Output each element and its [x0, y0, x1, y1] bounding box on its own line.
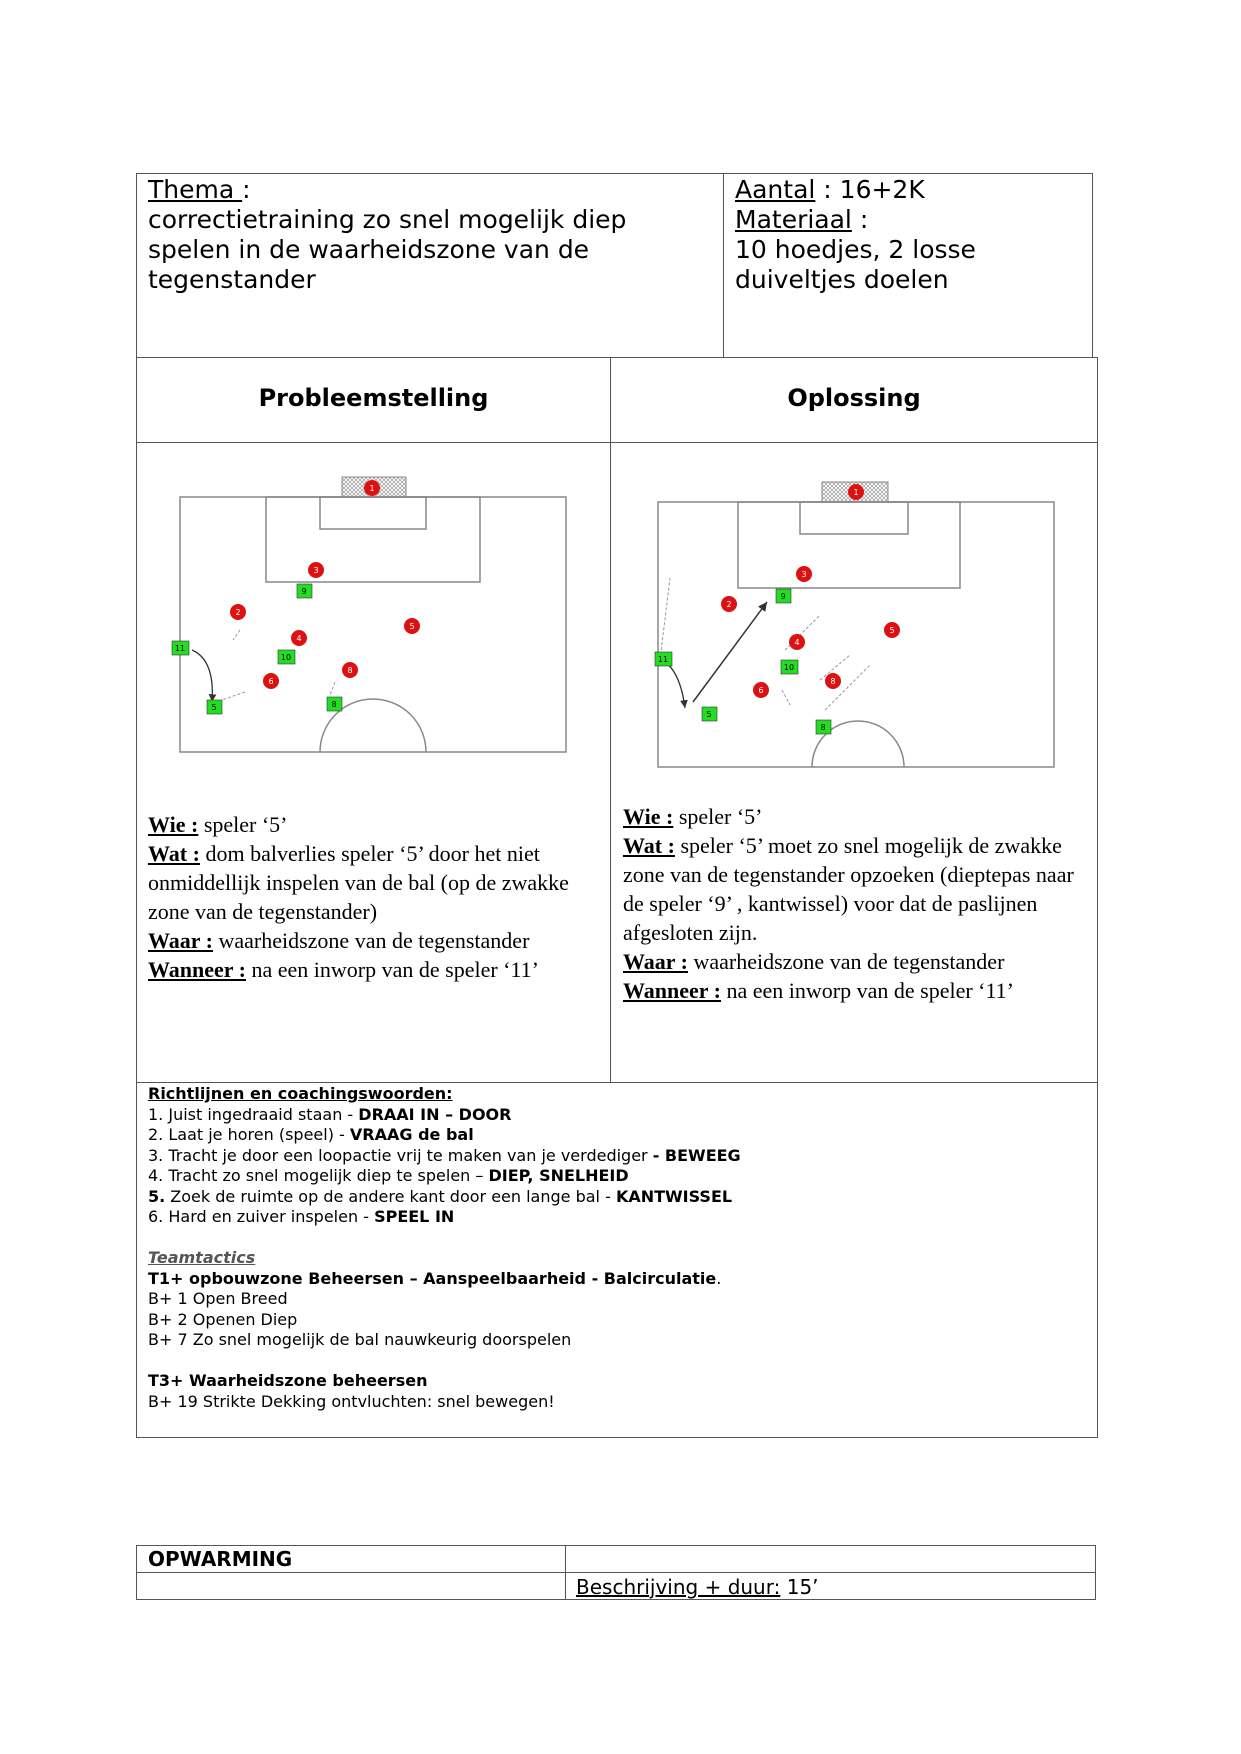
solution-wat-label: Wat :: [623, 833, 675, 858]
warmup-empty-cell: [565, 1545, 1096, 1573]
red-player-8: [825, 673, 841, 689]
svg-text:4: 4: [296, 634, 302, 643]
green-player-11: [172, 641, 189, 655]
t3-item: B+ 19 Strikte Dekking ontvluchten: snel bewegen!: [148, 1391, 555, 1411]
red-player-6: [753, 682, 769, 698]
green-player-9: [776, 589, 791, 603]
green-player-8: [816, 720, 831, 734]
red-player-4: [789, 634, 805, 650]
svg-text:2: 2: [726, 600, 732, 609]
solution-wie-label: Wie :: [623, 804, 674, 829]
problem-wat-label: Wat :: [148, 841, 200, 866]
svg-text:10: 10: [280, 653, 292, 662]
red-player-2: [230, 604, 246, 620]
svg-text:8: 8: [347, 666, 353, 675]
svg-text:3: 3: [801, 570, 807, 579]
t3-heading: T3+ Waarheidszone beheersen: [148, 1371, 428, 1390]
goal-box: [320, 497, 426, 529]
solution-wie-text: speler ‘5’: [673, 804, 763, 829]
problem-waar-text: waarheidszone van de tegenstander: [212, 928, 530, 953]
problem-description: [148, 810, 608, 984]
svg-text:1: 1: [853, 488, 859, 497]
svg-text:10: 10: [783, 663, 795, 672]
thema-text: correctietraining zo snel mogelijk diep spelen in de waarheidszone van de tegenstander: [148, 205, 627, 294]
materiaal-label: Materiaal: [735, 205, 852, 234]
solution-waar-text: waarheidszone van de tegenstander: [687, 949, 1005, 974]
penalty-box: [266, 497, 480, 582]
problem-pitch-svg: [170, 470, 590, 760]
problem-waar-label: Waar :: [148, 928, 213, 953]
svg-text:5: 5: [889, 626, 895, 635]
solution-waar-label: Waar :: [623, 949, 688, 974]
guideline-item: 5. Zoek de ruimte op de andere kant door een lange bal - KANTWISSEL: [148, 1186, 733, 1206]
guidelines-heading: Richtlijnen en coachingswoorden:: [148, 1084, 453, 1103]
solution-title: Oplossing: [787, 384, 921, 412]
warmup-label: OPWARMING: [148, 1547, 293, 1571]
svg-text:4: 4: [794, 638, 800, 647]
aantal-label: Aantal: [735, 175, 816, 204]
guideline-item: 4. Tracht zo snel mogelijk diep te spelen – DIEP, SNELHEID: [148, 1166, 629, 1185]
green-player-10: [781, 660, 798, 674]
aantal-block: [735, 175, 1075, 295]
svg-text:8: 8: [830, 677, 836, 686]
problem-wanneer-text: na een inworp van de speler ‘11’: [245, 957, 539, 982]
svg-text:6: 6: [758, 686, 764, 695]
red-player-5: [884, 622, 900, 638]
t1-item: B+ 1 Open Breed: [148, 1289, 288, 1308]
solution-pitch-svg: [640, 470, 1070, 775]
problem-wie-label: Wie :: [148, 812, 199, 837]
warmup-left-cell: [136, 1572, 566, 1600]
svg-text:2: 2: [235, 608, 241, 617]
red-player-3: [796, 566, 812, 582]
t1-item: B+ 2 Openen Diep: [148, 1309, 298, 1329]
problem-title: Probleemstelling: [258, 384, 489, 412]
aantal-value: : 16+2K: [815, 175, 925, 204]
svg-text:11: 11: [174, 644, 186, 653]
svg-text:9: 9: [301, 587, 307, 596]
thema-sep: :: [242, 175, 251, 204]
guideline-item: 1. Juist ingedraaid staan - DRAAI IN – DOOR: [148, 1104, 512, 1124]
svg-text:8: 8: [820, 723, 826, 732]
t1-item: B+ 7 Zo snel mogelijk de bal nauwkeurig doorspelen: [148, 1330, 572, 1349]
svg-text:8: 8: [331, 700, 337, 709]
materiaal-text: 10 hoedjes, 2 losse duiveltjes doelen: [735, 235, 976, 294]
svg-text:9: 9: [780, 592, 786, 601]
green-player-10: [278, 650, 295, 664]
problem-wat-text: dom balverlies speler ‘5’ door het niet onmiddellijk inspelen van de bal (op de zwakke zone van de tegenstander): [148, 841, 569, 924]
warmup-desc-label: Beschrijving + duur:: [576, 1575, 781, 1599]
guidelines-content: Richtlijnen en coachingswoorden: 1. Juist ingedraaid staan - DRAAI IN – DOOR 2. Laat je horen (speel) - VRAAG de bal 3. Tracht je door een loopactie vrij te maken van je verdediger - BEWEEG 4. Tracht zo snel mogelijk diep te spelen – DIEP, SNELHEID 5. Zoek de ruimte op de andere kant door een lange bal - KANTWISSEL 6. Hard en zuiver inspelen - SPEEL IN Teamtactics T1+ opbouwzone Beheersen – Aanspeelbaarheid - Balcirculatie. B+ 1 Open Breed B+ 2 Openen Diep B+ 7 Zo snel mogelijk de bal nauwkeurig doorspelen T3+ Waarheidszone beheersen B+ 19 Strikte Dekking ontvluchten: snel bewegen!: [148, 1084, 1088, 1412]
red-player-2: [721, 596, 737, 612]
red-player-5: [404, 618, 420, 634]
green-player-5: [702, 707, 717, 721]
warmup-description: [576, 1575, 819, 1599]
guideline-item: 3. Tracht je door een loopactie vrij te maken van je verdediger - BEWEEG: [148, 1145, 741, 1165]
thema-label: Thema: [148, 175, 243, 204]
problem-wie-text: speler ‘5’: [198, 812, 288, 837]
solution-wanneer-label: Wanneer :: [623, 978, 721, 1003]
t1-heading: T1+ opbouwzone Beheersen – Aanspeelbaarheid - Balcirculatie: [148, 1268, 717, 1288]
svg-text:11: 11: [657, 655, 669, 664]
svg-text:6: 6: [268, 677, 274, 686]
problem-pitch-diagram: [170, 470, 590, 760]
red-player-6: [263, 673, 279, 689]
solution-wat-text: speler ‘5’ moet zo snel mogelijk de zwakke zone van de tegenstander opzoeken (dieptepas naar de speler ‘9’ , kantwissel) voor dat de paslijnen afgesloten zijn.: [623, 833, 1074, 945]
svg-text:1: 1: [369, 484, 375, 493]
problem-wanneer-label: Wanneer :: [148, 957, 246, 982]
green-player-5: [207, 700, 222, 714]
red-player-4: [291, 630, 307, 646]
guideline-item: 2. Laat je horen (speel) - VRAAG de bal: [148, 1125, 474, 1144]
red-player-1: [364, 480, 380, 496]
svg-text:3: 3: [313, 566, 319, 575]
green-player-8: [327, 697, 342, 711]
guideline-item: 6. Hard en zuiver inspelen - SPEEL IN: [148, 1207, 455, 1226]
solution-pitch-diagram: [640, 470, 1070, 775]
teamtactics-label: Teamtactics: [148, 1248, 256, 1267]
svg-text:5: 5: [211, 703, 217, 712]
warmup-duration: 15’: [780, 1575, 819, 1599]
pitch-outline: [180, 497, 566, 752]
red-player-3: [308, 562, 324, 578]
red-player-1: [848, 484, 864, 500]
materiaal-sep: :: [851, 205, 869, 234]
green-player-9: [297, 584, 312, 598]
green-player-11: [655, 652, 672, 666]
solution-wanneer-text: na een inworp van de speler ‘11’: [720, 978, 1014, 1003]
svg-text:5: 5: [706, 710, 712, 719]
solution-description: [623, 802, 1085, 1005]
thema-block: [148, 175, 708, 295]
svg-text:5: 5: [409, 622, 415, 631]
red-player-8: [342, 662, 358, 678]
